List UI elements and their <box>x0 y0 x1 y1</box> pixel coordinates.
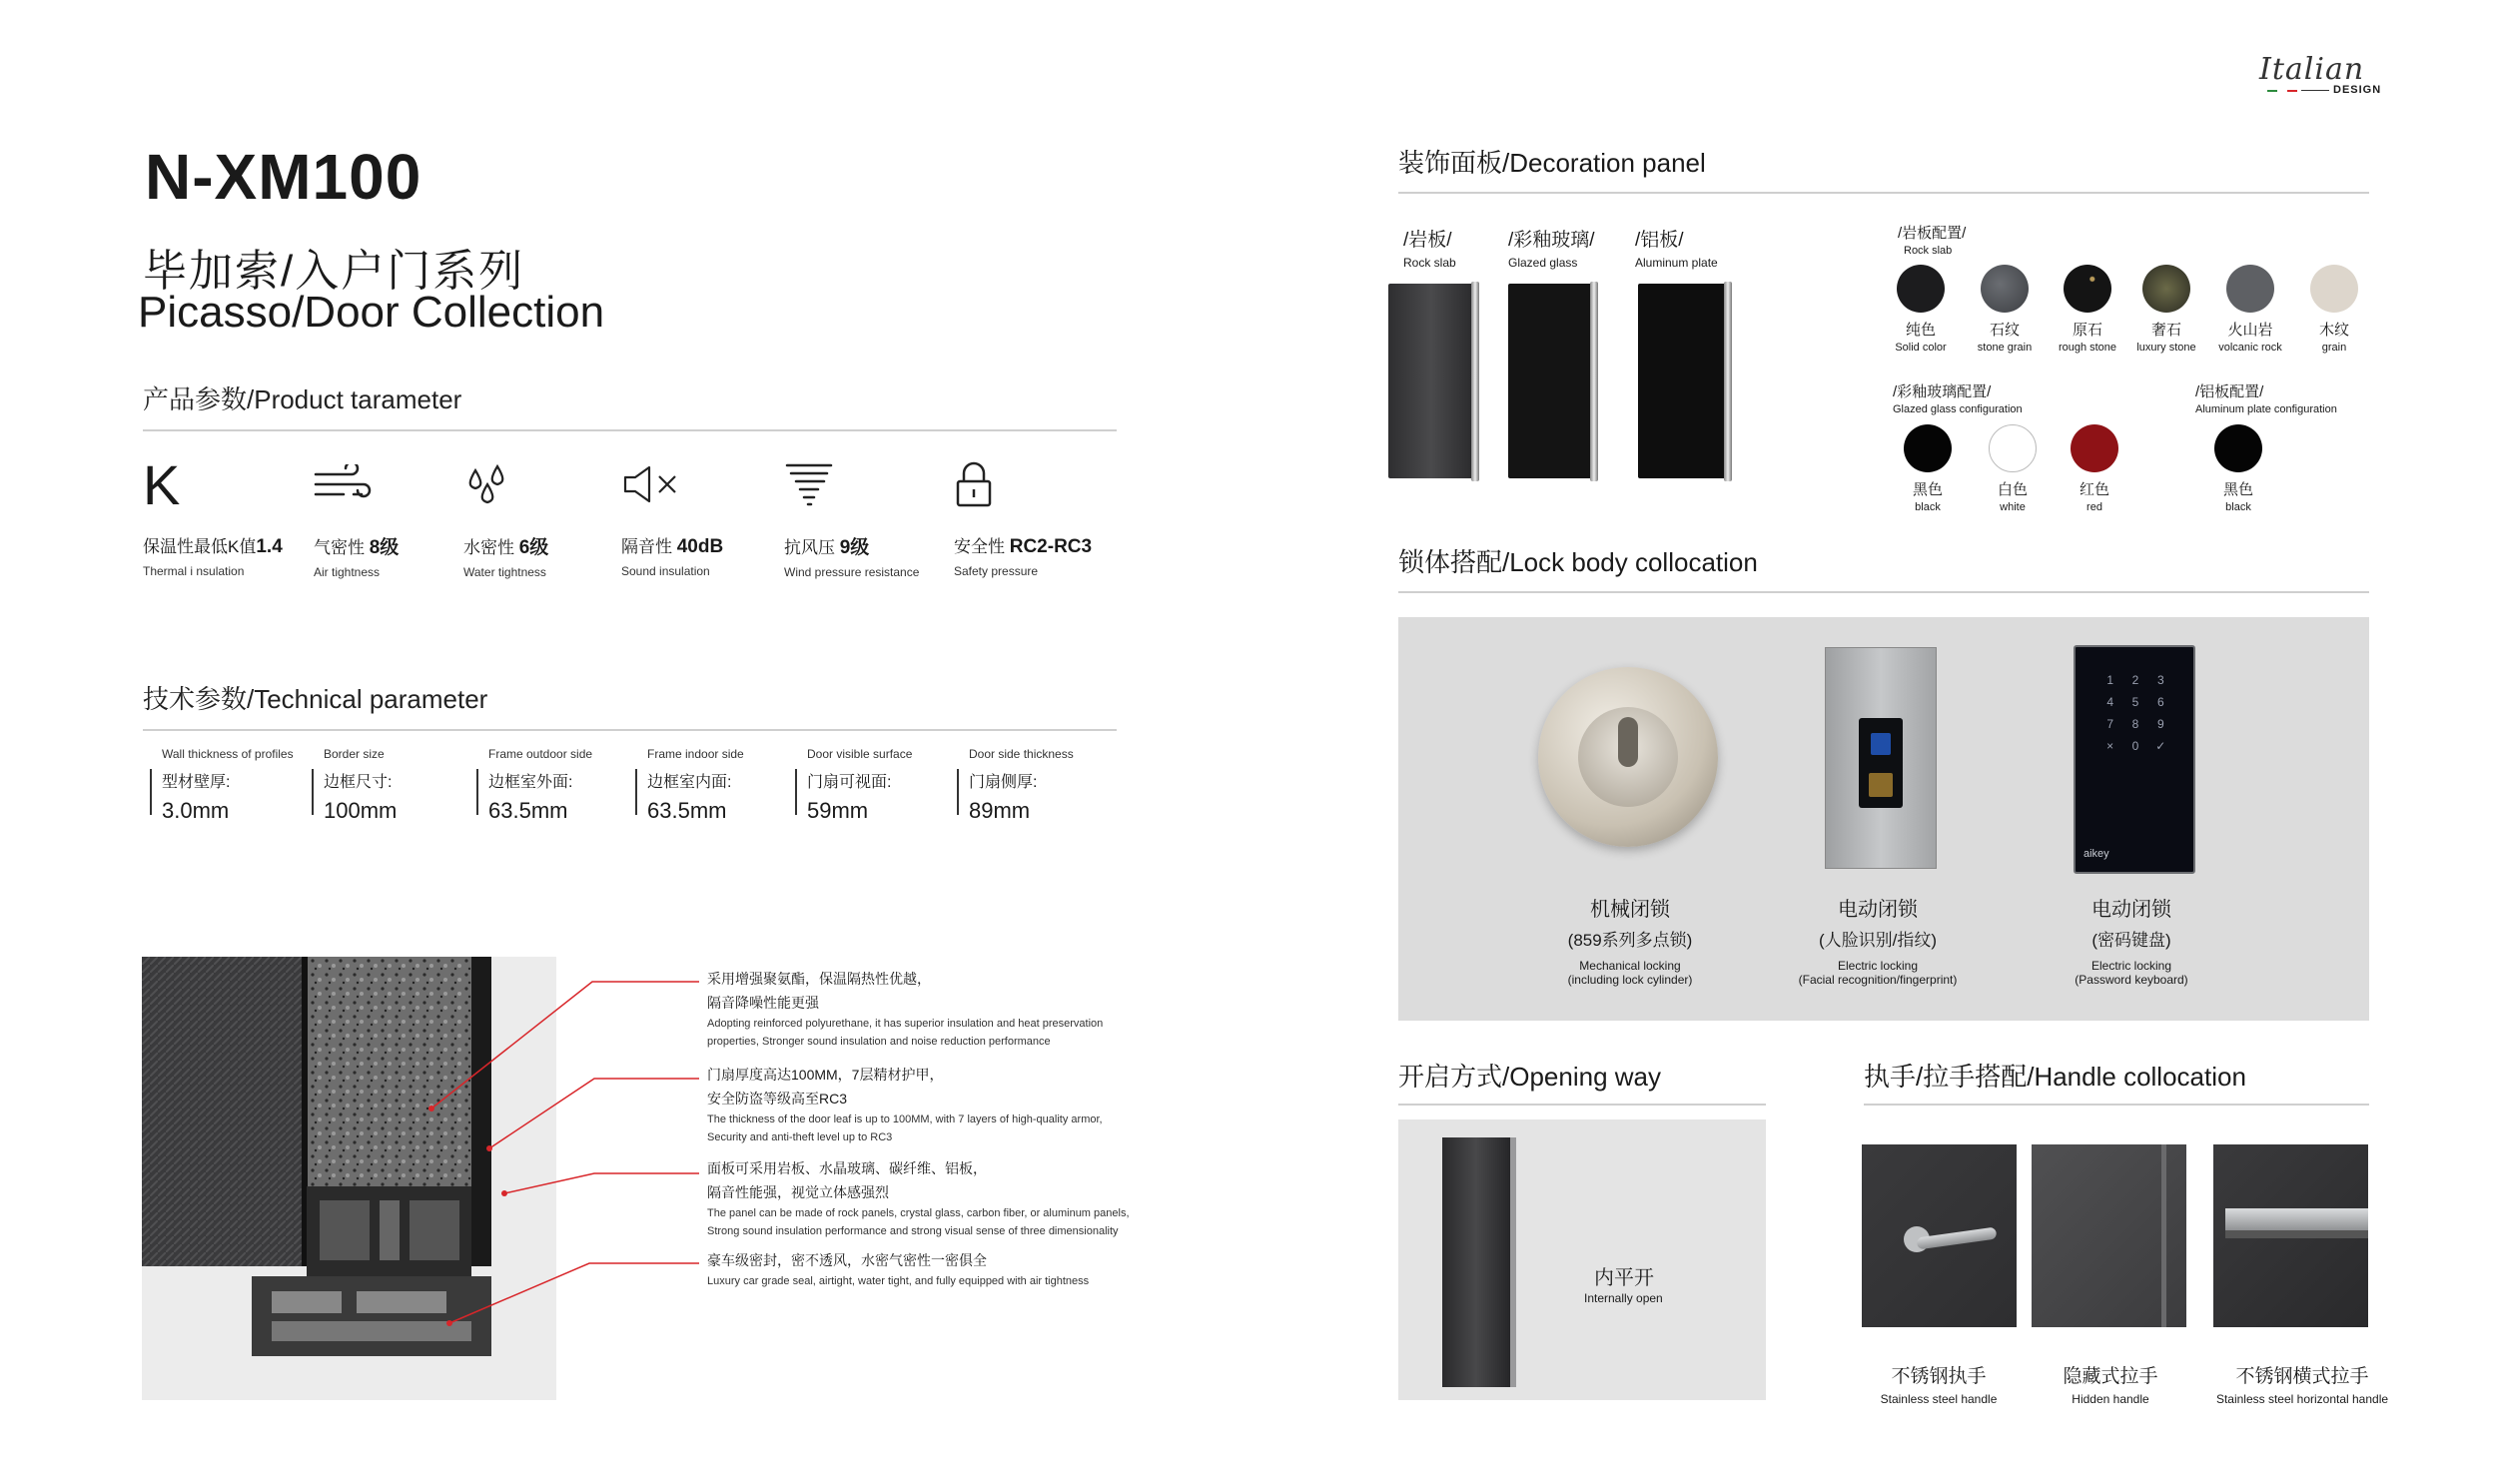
handle-caption-stainless: 不锈钢执手 Stainless steel handle <box>1880 1366 1998 1406</box>
tech-frame-indoor: Frame indoor side 边框室内面: 63.5mm <box>647 747 797 824</box>
handle-title: 执手/拉手搭配/Handle collocation <box>1864 1062 2246 1092</box>
panel-label-aluminum: /铝板/ Aluminum plate <box>1635 230 1718 270</box>
swatch-solid-color[interactable]: 纯色 Solid color <box>1876 265 1966 354</box>
lock-caption-keypad: 电动闭锁 (密码键盘) Electric locking (Password keyboard) <box>2075 899 2188 987</box>
stainless-handle-image <box>1862 1144 2017 1327</box>
swatch-aluminum-black[interactable]: 黑色 black <box>2193 424 2283 513</box>
opening-divider <box>1398 1104 1766 1106</box>
k-letter-icon: K <box>143 452 181 516</box>
lock-caption-fingerprint: 电动闭锁 (人脸识别/指纹) Electric locking (Facial recognition/fingerprint) <box>1798 899 1958 987</box>
tech-door-side: Door side thickness 门扇侧厚: 89mm <box>969 747 1119 824</box>
aluminum-plate-panel-image <box>1638 284 1726 478</box>
panel-edge <box>1590 282 1598 481</box>
annotation-thickness: 门扇厚度高达100MM，7层精材护甲， 安全防盗等级高至RC3 The thickness of the door leaf is up to 100MM, with 7 layers of high-quality armor, Security and anti-theft level up to RC3 <box>707 1067 1103 1143</box>
rock-config-heading: /岩板配置/ Rock slab <box>1898 225 1967 257</box>
swatch-glass-black[interactable]: 黑色 black <box>1883 424 1973 513</box>
model-name: N-XM100 <box>145 141 422 213</box>
opening-door-image <box>1442 1137 1516 1387</box>
opening-type-en: Internally open <box>1584 1291 1663 1305</box>
swatch-volcanic-rock[interactable]: 火山岩 volcanic rock <box>2205 265 2295 354</box>
opening-type-cn: 内平开 <box>1594 1267 1654 1289</box>
rock-slab-panel-image <box>1388 284 1474 478</box>
glass-config-heading: /彩釉玻璃配置/ Glazed glass configuration <box>1893 383 2023 415</box>
param-value: 1.4 <box>256 536 283 557</box>
annotation-seal: 豪车级密封，密不透风，水密气密性一密俱全 Luxury car grade seal, airtight, water tight, and fully equipped with air tightness <box>707 1252 1090 1287</box>
panel-edge <box>1471 282 1479 481</box>
swatch-rough-stone[interactable]: 原石 rough stone <box>2043 265 2132 354</box>
param-en: Thermal i nsulation <box>143 564 245 578</box>
tech-door-visible: Door visible surface 门扇可视面: 59mm <box>807 747 957 824</box>
annotation-panel: 面板可采用岩板、水晶玻璃、碳纤维、铝板， 隔音性能强，视觉立体感强烈 The panel can be made of rock panels, crystal glass, carbon fiber, or aluminum panels, Strong sound insulation performance and strong visual sense of three dimensionality <box>707 1160 1130 1237</box>
param-water: 水密性 6级 Water tightness <box>463 454 613 579</box>
panel-edge <box>1724 282 1732 481</box>
param-air: 气密性 8级 Air tightness <box>314 454 463 579</box>
panel-label-rock: /岩板/ Rock slab <box>1403 230 1456 270</box>
keypad-buttons: 1 2 3 4 5 6 7 8 9 × 0 ✓ <box>2106 673 2166 753</box>
horizontal-handle-image <box>2213 1144 2368 1327</box>
tech-border-size: Border size 边框尺寸: 100mm <box>324 747 473 824</box>
annotation-insulation: 采用增强聚氨酯，保温隔热性优越， 隔音降噪性能更强 Adopting reinforced polyurethane, it has superior insulation and heat preservation properties, Stronger sound insulation and noise reduction performance <box>707 971 1104 1048</box>
panel-label-glass: /彩釉玻璃/ Glazed glass <box>1508 230 1595 270</box>
keypad-lock-image <box>2074 645 2195 874</box>
decoration-title: 装饰面板/Decoration panel <box>1398 148 1706 178</box>
aluminum-config-heading: /铝板配置/ Aluminum plate configuration <box>2195 383 2337 415</box>
lock-divider <box>1398 591 2369 593</box>
param-safety: 安全性 RC2-RC3 Safety pressure <box>954 454 1104 578</box>
opening-panel <box>1398 1119 1766 1400</box>
logo-design-text: DESIGN <box>2333 84 2382 96</box>
mechanical-lock-image <box>1538 667 1718 847</box>
glazed-glass-panel-image <box>1508 284 1594 478</box>
tech-wall-thickness: Wall thickness of profiles 型材壁厚: 3.0mm <box>162 747 312 824</box>
lock-panel <box>1398 617 2369 1021</box>
opening-title: 开启方式/Opening way <box>1398 1062 1661 1092</box>
keypad-brand: aikey <box>2083 848 2109 860</box>
swatch-glass-red[interactable]: 红色 red <box>2050 424 2139 513</box>
lock-caption-mechanical: 机械闭锁 (859系列多点锁) Mechanical locking (including lock cylinder) <box>1567 899 1693 987</box>
technical-params-title: 技术参数/Technical parameter <box>143 684 488 714</box>
tech-frame-outdoor: Frame outdoor side 边框室外面: 63.5mm <box>488 747 638 824</box>
handle-divider <box>1864 1104 2369 1106</box>
decoration-divider <box>1398 192 2369 194</box>
swatch-wood-grain[interactable]: 木纹 grain <box>2289 265 2379 354</box>
param-wind: 抗风压 9级 Wind pressure resistance <box>784 454 934 579</box>
fingerprint-lock-image <box>1825 647 1937 869</box>
lock-title: 锁体搭配/Lock body collocation <box>1398 547 1758 577</box>
swatch-glass-white[interactable]: 白色 white <box>1968 424 2058 513</box>
param-sound: 隔音性 40dB Sound insulation <box>621 454 771 578</box>
handle-caption-hidden: 隐藏式拉手 Hidden handle <box>2063 1366 2158 1406</box>
logo-script: Italian <box>2259 52 2365 87</box>
hidden-handle-image <box>2032 1144 2186 1327</box>
swatch-luxury-stone[interactable]: 奢石 luxury stone <box>2121 265 2211 354</box>
product-params-title: 产品参数/Product tarameter <box>143 384 462 414</box>
swatch-stone-grain[interactable]: 石纹 stone grain <box>1960 265 2050 354</box>
subtitle-cn: 毕加索/入户门系列 <box>143 247 525 296</box>
subtitle-en: Picasso/Door Collection <box>138 288 605 337</box>
param-label: 保温性最低K值 <box>143 537 257 556</box>
handle-caption-horizontal: 不锈钢横式拉手 Stainless steel horizontal handle <box>2215 1366 2389 1406</box>
